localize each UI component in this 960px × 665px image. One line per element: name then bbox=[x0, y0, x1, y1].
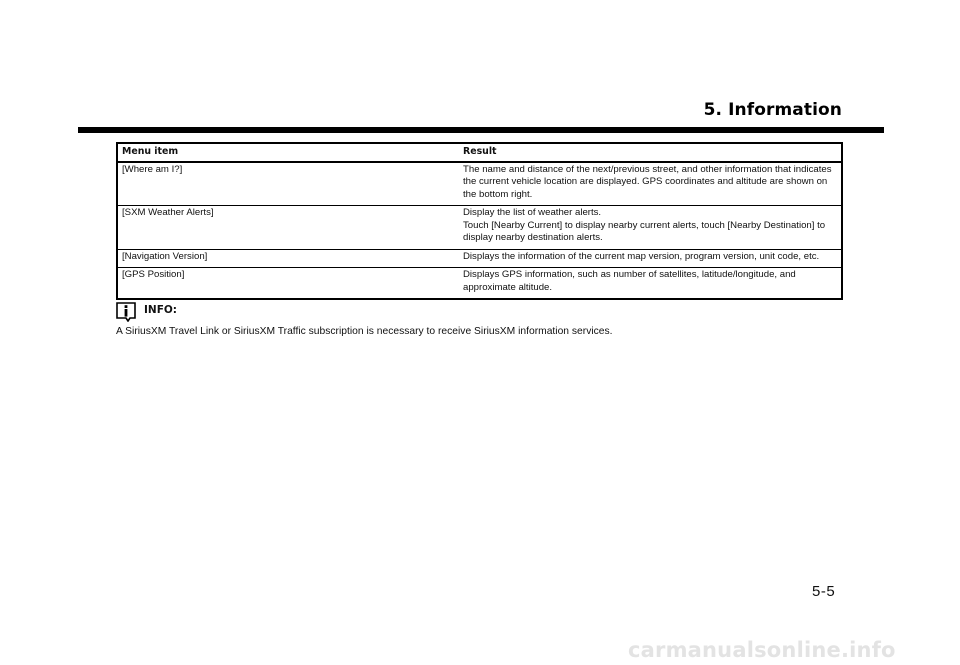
menu-item-cell: [Navigation Version] bbox=[117, 249, 459, 268]
page-number: 5-5 bbox=[812, 583, 836, 600]
result-cell: The name and distance of the next/previous street, and other information that indicates the current vehicle location are displayed. GPS coordinates and altitude are shown on the bottom right. bbox=[459, 162, 842, 206]
info-label: INFO: bbox=[144, 304, 177, 316]
title-rule bbox=[78, 127, 884, 133]
result-cell: Displays the information of the current map version, program version, unit code, etc. bbox=[459, 249, 842, 268]
menu-item-cell: [SXM Weather Alerts] bbox=[117, 206, 459, 250]
table-row bbox=[117, 162, 842, 206]
result-cell: Displays GPS information, such as number of satellites, latitude/longitude, and approximate altitude. bbox=[463, 269, 796, 293]
table-row bbox=[117, 206, 842, 250]
result-line: Touch [Nearby Current] to display nearby current alerts, touch [Nearby Destination] to display nearby destination alerts. bbox=[463, 219, 826, 243]
menu-table bbox=[116, 142, 843, 300]
table-row bbox=[117, 268, 842, 300]
table-header-row bbox=[117, 143, 842, 162]
section-title: 5. Information bbox=[703, 100, 842, 120]
column-header-result: Result bbox=[459, 143, 842, 162]
result-line: Display the list of weather alerts. bbox=[463, 207, 602, 218]
result-cell bbox=[459, 206, 842, 250]
info-note bbox=[116, 302, 177, 322]
info-icon bbox=[116, 302, 136, 322]
info-text: A SiriusXM Travel Link or SiriusXM Traffic subscription is necessary to receive SiriusXM information services. bbox=[116, 326, 613, 337]
table-row bbox=[117, 249, 842, 268]
menu-item-cell: [Where am I?] bbox=[117, 162, 459, 206]
column-header-menu-item: Menu item bbox=[117, 143, 459, 162]
watermark: carmanualsonline.info bbox=[628, 638, 896, 662]
menu-item-cell: [GPS Position] bbox=[122, 269, 185, 280]
